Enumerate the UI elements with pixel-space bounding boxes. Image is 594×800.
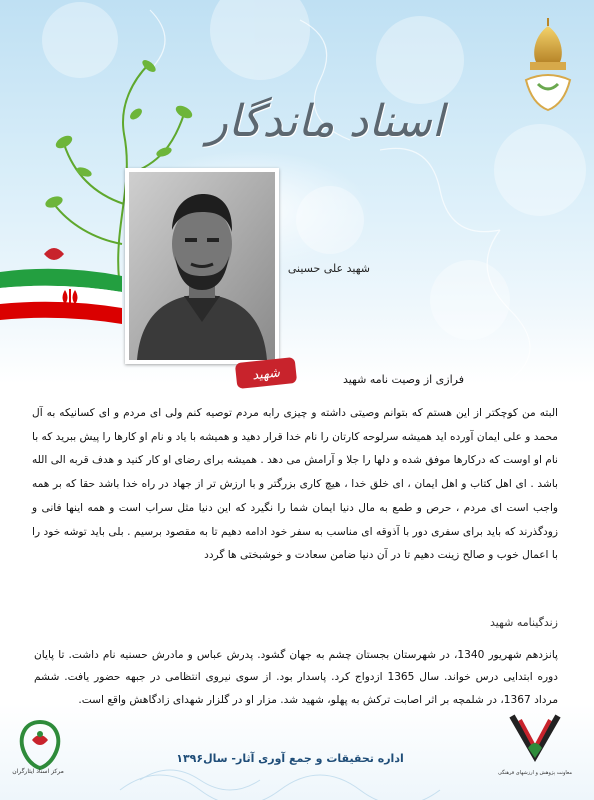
biography-paragraph: پانزدهم شهریور 1340، در شهرستان بجستان چشم به جهان گشود. پدرش عباس و مادرش حسنیه نام داشت. تا پایان دوره ابتدایی درس خواند. سال 1365 ازدواج کرد. پاسدار بود. از سوی نیروی انتظامی در جبهه حضور یافت. ششم مرداد 1367، در شلمچه بر اثر اصابت ترکش به پهلو، شهید شد. مزار او در گلزار شهدای زادگاهش واقع است. [34,649,558,706]
footer-text: اداره تحقیقات و جمع آوری آثار- سال۱۳۹۶ [176,752,404,765]
shrine-emblem-icon [516,18,580,118]
page-title: اسناد ماندگار [206,96,444,147]
iran-flag-icon [0,266,122,326]
will-heading: فرازی از وصیت نامه شهید [342,373,464,386]
isargaran-logo-icon [10,716,70,786]
martyr-name: شهید علی حسینی [287,262,370,275]
martyr-stamp [234,356,298,390]
left-logo-caption: مرکز اسناد ایثارگران [12,768,64,775]
portrait-image [129,172,275,360]
right-logo-caption: معاونت پژوهش و ارزشهای فرهنگی [497,770,573,776]
stamp-text: شهید [251,365,281,384]
biography-heading: زندگینامه شهید [489,616,558,629]
foundation-logo-icon [492,708,578,794]
martyr-photo [125,168,279,364]
will-text [32,402,558,568]
will-paragraph: البته من کوچکتر از این هستم که بتوانم وصیتی داشته و چیزی رابه مردم توصیه کنم ولی ای مردم و ای کسانیکه به آل محمد و علی ایمان آورده اید همیشه سرلوحه کارتان را نام خدا قرار دهید و همیشه با یاد و نام او کارها را پیش ببرید که با نام او اوست که درکارها موفق شده و دلها را جلا و آرامش می دهد . همیشه برای رضای او کار کنید و هدف قربه الی الله باشد . ای اهل کتاب و اهل ایمان ، ای خلق خدا ، هیچ کاری بزرگتر و با ارزش تر از جهاد در راه خدا باشد حقا که بر همه واجب است ای مردم ، حرص و طمع به مال دنیا ایمان شما را نگیرد که این دنیا مثل سراب است و همه اینها فانی و زودگذرند که باید برای سفری دور با آذوقه ای مناسب به سفر خود ادامه دهیم تا به مقصود برسیم . بلی باید توشه خود را با اعمال خوب و صالح زینت دهیم تا در آن دنیا ضامن سعادت و خوشبختی ها گردد [32,407,558,562]
